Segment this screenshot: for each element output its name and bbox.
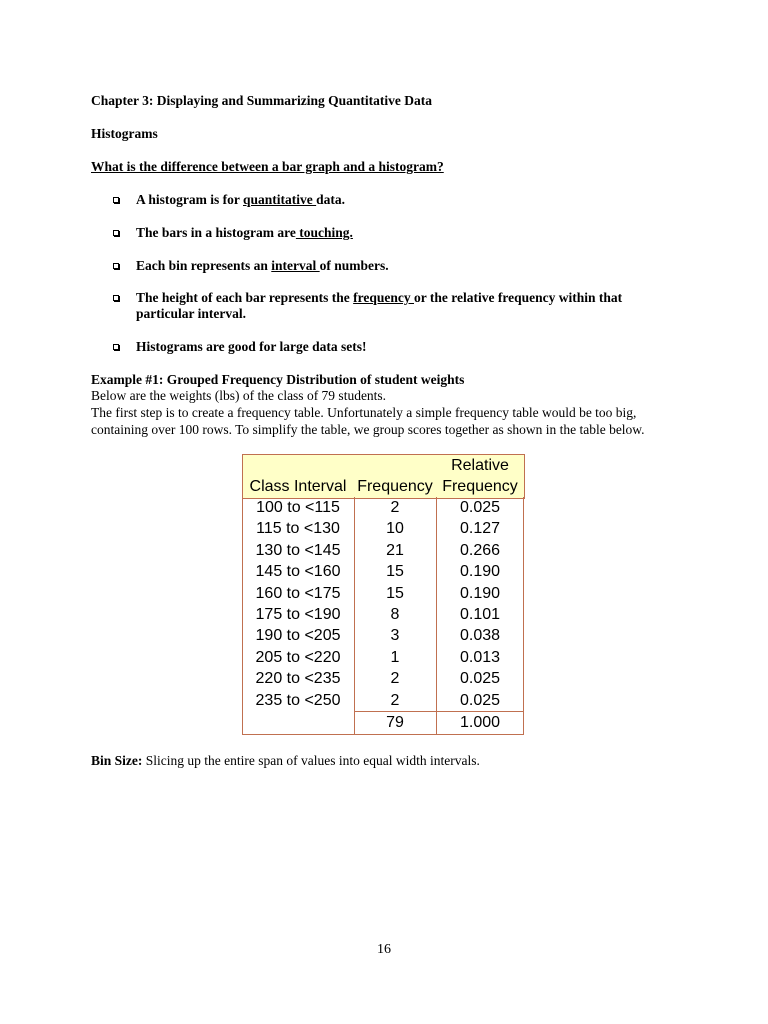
cell-frequency: 2 (390, 670, 400, 688)
cell-class-interval: 130 to <145 (255, 541, 341, 559)
header-frequency: Frequency (357, 478, 433, 495)
bullet-underlined: frequency (353, 290, 414, 305)
cell-class-interval: 205 to <220 (255, 648, 341, 666)
cell-relative-frequency: 0.038 (459, 627, 501, 645)
cell-relative-frequency: 0.266 (459, 541, 501, 559)
cell-class-interval: 160 to <175 (255, 584, 341, 602)
bullet-text: or the relative frequency within that (414, 290, 623, 305)
cell-relative-frequency: 0.013 (459, 648, 501, 666)
cell-class-interval: 220 to <235 (255, 670, 341, 688)
cell-frequency: 8 (390, 606, 400, 623)
bullet-marker (113, 263, 119, 269)
bullet-text: Each bin represents an (136, 258, 272, 273)
cell-frequency: 2 (390, 691, 400, 709)
bullet-marker (113, 295, 119, 301)
bullet-underlined: interval (271, 258, 320, 273)
example-line: containing over 100 rows. To simplify the table, we group scores together as shown in the table below. (91, 422, 645, 437)
page-number: 16 (377, 942, 391, 957)
bullet-marker (113, 197, 119, 203)
cell-class-interval: 100 to <115 (256, 499, 340, 516)
example-line: The first step is to create a frequency table. Unfortunately a simple frequency table would be too big, (91, 405, 637, 420)
frequency-table (242, 454, 525, 735)
cell-frequency: 10 (386, 520, 404, 538)
bullet-text: A histogram is for (136, 192, 243, 207)
bullet-continuation: particular interval. (136, 306, 246, 321)
chapter-title: Chapter 3: Displaying and Summarizing Quantitative Data (91, 93, 433, 108)
cell-relative-frequency: 0.127 (459, 520, 501, 538)
bullet-item (136, 192, 345, 208)
cell-relative-frequency: 0.025 (459, 691, 501, 709)
cell-class-interval: 190 to <205 (255, 627, 341, 645)
bin-size-text: Slicing up the entire span of values into equal width intervals. (142, 753, 480, 768)
cell-frequency: 15 (386, 584, 404, 602)
cell-class-interval: 235 to <250 (255, 691, 341, 709)
total-frequency: 79 (386, 714, 404, 731)
bullet-marker (113, 344, 119, 350)
bullet-text: data. (316, 192, 346, 207)
bullet-item: Histograms are good for large data sets! (136, 339, 367, 354)
bullet-text: of numbers. (319, 258, 389, 273)
bullet-marker (113, 230, 119, 236)
total-relative-frequency: 1.000 (459, 714, 501, 731)
cell-relative-frequency: 0.025 (459, 670, 501, 688)
cell-class-interval: 145 to <160 (255, 563, 341, 581)
bin-size-definition (91, 753, 480, 769)
question-heading: What is the difference between a bar graph and a histogram? (91, 159, 444, 174)
example-title: Example #1: Grouped Frequency Distribution of student weights (91, 372, 465, 387)
example-line: Below are the weights (lbs) of the class of 79 students. (91, 388, 387, 403)
cell-class-interval: 115 to <130 (256, 520, 340, 538)
bullet-underlined: quantitative (243, 192, 317, 207)
section-title: Histograms (91, 126, 158, 141)
cell-class-interval: 175 to <190 (255, 606, 341, 623)
header-relative: Relative (451, 457, 509, 474)
bullet-item (136, 258, 389, 274)
bullet-underlined: touching. (295, 225, 353, 240)
bullet-text: The bars in a histogram are (136, 225, 296, 240)
cell-frequency: 3 (390, 627, 400, 645)
header-class-interval: Class Interval (249, 478, 347, 495)
cell-frequency: 21 (386, 541, 404, 559)
cell-relative-frequency: 0.190 (459, 563, 501, 581)
cell-frequency: 15 (386, 563, 404, 581)
cell-frequency: 1 (390, 648, 400, 666)
cell-frequency: 2 (390, 499, 400, 516)
cell-relative-frequency: 0.101 (459, 606, 501, 623)
bin-size-label: Bin Size: (91, 753, 143, 768)
bullet-item (136, 225, 353, 241)
header-relative-frequency: Frequency (442, 478, 518, 495)
bullet-item (136, 290, 622, 306)
cell-relative-frequency: 0.025 (459, 499, 501, 516)
cell-relative-frequency: 0.190 (459, 584, 501, 602)
bullet-text: The height of each bar represents the (136, 290, 354, 305)
